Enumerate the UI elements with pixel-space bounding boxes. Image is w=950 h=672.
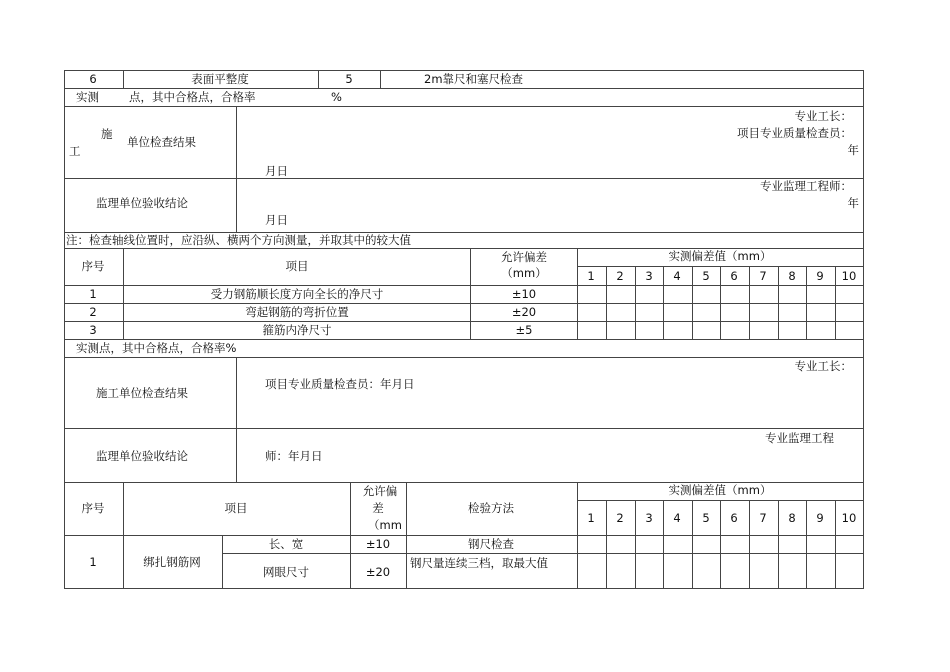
header-col-number: 10 — [841, 511, 857, 525]
note-text: 注：检查轴线位置时，应沿纵、横两个方向测量，并取其中的较大值 — [66, 233, 411, 247]
rule — [236, 106, 237, 232]
rule — [577, 248, 578, 339]
header-col-number: 6 — [730, 269, 738, 283]
header-inspection-method: 检验方法 — [468, 501, 514, 515]
rule — [577, 482, 578, 588]
rule — [806, 266, 807, 339]
header-col-number: 4 — [673, 511, 681, 525]
measured-points-label: 实测 — [76, 90, 99, 104]
qc-inspector-signature-label: 项目专业质量检查员：年月日 — [265, 377, 415, 391]
rule — [64, 106, 864, 107]
rule — [380, 70, 381, 88]
construction-label-part: 工 — [69, 144, 81, 158]
rule — [64, 357, 864, 358]
pass-rate-line: 实测点，其中合格点，合格率% — [76, 341, 237, 355]
rule — [64, 588, 864, 589]
header-col-number: 7 — [759, 269, 767, 283]
row-number: 1 — [89, 555, 97, 569]
header-col-number: 3 — [645, 269, 653, 283]
rule — [406, 482, 407, 588]
rule — [470, 248, 471, 339]
row-number: 3 — [89, 323, 97, 337]
qc-inspector-signature-label: 项目专业质量检查员： — [737, 126, 852, 140]
construction-label: 施工单位检查结果 — [96, 386, 188, 400]
rule — [778, 500, 779, 588]
rule — [806, 500, 807, 588]
rule — [606, 500, 607, 588]
tolerance-value: ±20 — [365, 565, 391, 579]
construction-label-part: 单位检查结果 — [127, 135, 196, 149]
header-col-number: 1 — [587, 269, 595, 283]
header-col-number: 10 — [841, 269, 857, 283]
date-month-day: 月日 — [265, 164, 288, 178]
table-border-right — [863, 70, 864, 589]
header-tolerance: 允许偏 — [362, 484, 398, 498]
header-col-number: 8 — [788, 511, 796, 525]
header-col-number: 9 — [816, 269, 824, 283]
header-measured-deviation: 实测偏差值（mm） — [668, 249, 772, 263]
rule — [123, 70, 124, 88]
item-name: 网眼尺寸 — [263, 565, 309, 579]
rule — [720, 500, 721, 588]
header-item: 项目 — [224, 501, 248, 515]
header-row-number: 序号 — [81, 501, 105, 515]
tolerance-value: ±10 — [365, 537, 391, 551]
header-col-number: 5 — [702, 511, 710, 525]
date-year: 年 — [847, 196, 859, 210]
supervising-engineer-date: 师：年月日 — [265, 449, 323, 463]
header-col-number: 2 — [616, 269, 624, 283]
rule — [749, 266, 750, 339]
header-col-number: 2 — [616, 511, 624, 525]
header-tolerance-unit: （mm — [368, 518, 402, 532]
item-name: 箍筋内净尺寸 — [262, 323, 332, 337]
header-col-number: 3 — [645, 511, 653, 525]
header-measured-deviation: 实测偏差值（mm） — [668, 483, 772, 497]
rule — [222, 535, 223, 588]
rule — [606, 266, 607, 339]
header-col-number: 4 — [673, 269, 681, 283]
rule — [64, 285, 864, 286]
supervising-engineer-signature-label: 专业监理工程师： — [760, 179, 852, 193]
pass-rate-percent: % — [331, 90, 342, 104]
header-tolerance: 差 — [372, 501, 384, 515]
tolerance-value: 5 — [345, 72, 353, 86]
header-col-number: 6 — [730, 511, 738, 525]
row-number: 6 — [89, 72, 97, 86]
rule — [635, 500, 636, 588]
header-item: 项目 — [285, 259, 309, 273]
table-border-left — [64, 70, 65, 589]
rule — [64, 70, 864, 71]
rule — [64, 428, 864, 429]
rule — [635, 266, 636, 339]
inspection-method: 钢尺量连续三档，取最大值 — [410, 556, 548, 570]
rule — [64, 178, 864, 179]
rule — [663, 500, 664, 588]
rule — [64, 321, 864, 322]
group-name: 绑扎钢筋网 — [143, 555, 201, 569]
header-col-number: 1 — [587, 511, 595, 525]
header-col-number: 9 — [816, 511, 824, 525]
construction-label-part: 施 — [101, 127, 113, 141]
header-tolerance: 允许偏差 — [501, 250, 547, 264]
header-col-number: 5 — [702, 269, 710, 283]
row-number: 2 — [89, 305, 97, 319]
supervising-engineer-signature-label: 专业监理工程 — [765, 431, 834, 445]
inspection-method: 钢尺检查 — [468, 537, 514, 551]
supervision-label: 监理单位验收结论 — [96, 196, 188, 210]
item-name: 弯起钢筋的弯折位置 — [245, 305, 349, 319]
foreman-signature-label: 专业工长： — [794, 109, 852, 123]
rule — [835, 500, 836, 588]
item-name: 表面平整度 — [191, 72, 249, 86]
date-month-day: 月日 — [265, 213, 288, 227]
inspection-method: 2m靠尺和塞尺检查 — [424, 72, 524, 86]
pass-points-label: 点，其中合格点，合格率 — [129, 90, 256, 104]
rule — [692, 266, 693, 339]
rule — [692, 500, 693, 588]
item-name: 长、宽 — [268, 537, 304, 551]
date-year: 年 — [847, 143, 859, 157]
tolerance-value: ±10 — [511, 287, 537, 301]
header-row-number: 序号 — [81, 259, 105, 273]
row-number: 1 — [89, 287, 97, 301]
rule — [778, 266, 779, 339]
item-name: 受力钢筋顺长度方向全长的净尺寸 — [210, 287, 384, 301]
rule — [350, 482, 351, 588]
foreman-signature-label: 专业工长： — [794, 359, 852, 373]
supervision-label: 监理单位验收结论 — [96, 449, 188, 463]
rule — [64, 303, 864, 304]
rule — [720, 266, 721, 339]
header-col-number: 8 — [788, 269, 796, 283]
rule — [663, 266, 664, 339]
tolerance-value: ±20 — [511, 305, 537, 319]
rule — [64, 88, 864, 89]
rule — [64, 339, 864, 340]
rule — [835, 266, 836, 339]
rule — [222, 553, 864, 554]
tolerance-value: ±5 — [515, 323, 533, 337]
rule — [64, 535, 864, 536]
header-tolerance-unit: （mm） — [501, 266, 547, 280]
rule — [123, 248, 124, 339]
header-col-number: 7 — [759, 511, 767, 525]
rule — [318, 70, 319, 88]
rule — [123, 482, 124, 588]
rule — [749, 500, 750, 588]
rule — [236, 357, 237, 482]
